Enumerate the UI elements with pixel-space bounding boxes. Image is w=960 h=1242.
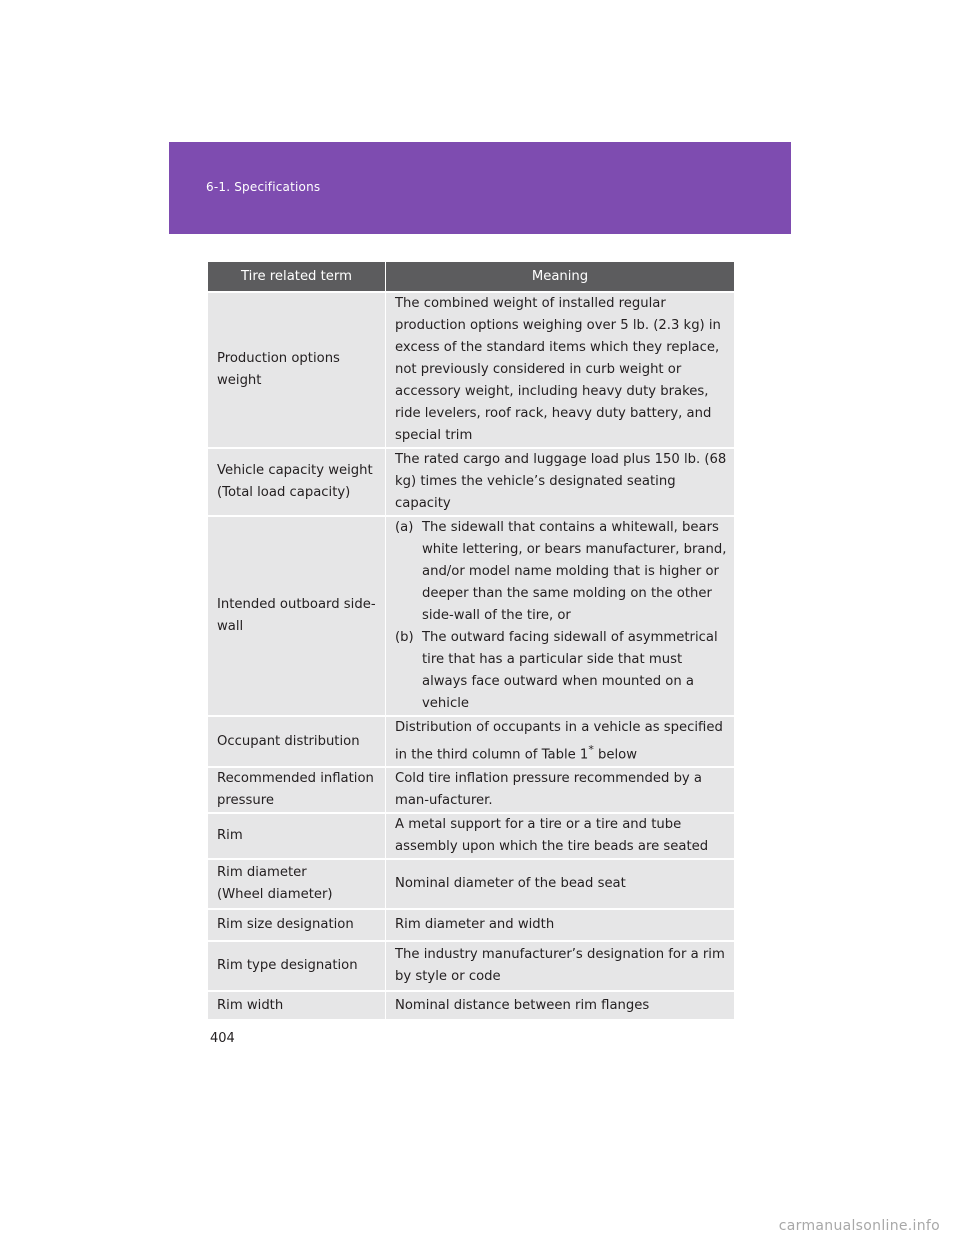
meaning-cell: Nominal distance between rim flanges bbox=[386, 991, 735, 1019]
tire-terms-table bbox=[208, 262, 734, 1019]
table-row bbox=[208, 448, 734, 516]
term-cell: Production options weight bbox=[208, 292, 386, 448]
term-cell: Recommended inflation pressure bbox=[208, 767, 386, 813]
list-item-text: The sidewall that contains a whitewall, bears white lettering, or bears manufacturer, brand, and/or model name molding that is higher or deeper than the same molding on the other side-wall of the tire, or bbox=[422, 520, 727, 623]
table-row bbox=[208, 859, 734, 909]
column-header-term: Tire related term bbox=[208, 262, 386, 292]
term-cell: Intended outboard side-wall bbox=[208, 516, 386, 716]
term-cell: Vehicle capacity weight (Total load capacity) bbox=[208, 448, 386, 516]
meaning-cell: A metal support for a tire or a tire and tube assembly upon which the tire beads are seated bbox=[386, 813, 735, 859]
table-row bbox=[208, 991, 734, 1019]
meaning-cell bbox=[386, 716, 735, 767]
table-row bbox=[208, 767, 734, 813]
term-cell: Rim bbox=[208, 813, 386, 859]
meaning-list bbox=[395, 517, 728, 715]
table-row bbox=[208, 941, 734, 991]
section-title: 6-1. Specifications bbox=[206, 180, 321, 194]
term-cell: Rim size designation bbox=[208, 909, 386, 941]
term-cell: Occupant distribution bbox=[208, 716, 386, 767]
term-line: Rim diameter bbox=[217, 865, 307, 881]
list-item bbox=[395, 627, 728, 715]
list-item-text: The outward facing sidewall of asymmetrical tire that has a particular side that must always face outward when mounted on a vehicle bbox=[422, 630, 718, 711]
table-row bbox=[208, 716, 734, 767]
term-cell: Rim type designation bbox=[208, 941, 386, 991]
table-row bbox=[208, 292, 734, 448]
term-line: (Wheel diameter) bbox=[217, 887, 333, 903]
meaning-cell: The combined weight of installed regular production options weighing over 5 lb. (2.3 kg) in excess of the standard items which they replace, not previously considered in curb weight or accessory weight, including heavy duty brakes, ride levelers, roof rack, heavy duty battery, and special trim bbox=[386, 292, 735, 448]
meaning-text-end: below bbox=[593, 747, 638, 763]
meaning-cell: Rim diameter and width bbox=[386, 909, 735, 941]
list-marker: (b) bbox=[395, 630, 414, 645]
term-cell bbox=[208, 859, 386, 909]
table-row bbox=[208, 813, 734, 859]
footnote-marker: * bbox=[588, 743, 594, 756]
meaning-cell: Cold tire inflation pressure recommended by a man-ufacturer. bbox=[386, 767, 735, 813]
meaning-cell: The industry manufacturer’s designation for a rim by style or code bbox=[386, 941, 735, 991]
table-row bbox=[208, 516, 734, 716]
table-row bbox=[208, 909, 734, 941]
column-header-meaning: Meaning bbox=[386, 262, 735, 292]
term-cell: Rim width bbox=[208, 991, 386, 1019]
chapter-header-band bbox=[169, 142, 791, 234]
meaning-cell: Nominal diameter of the bead seat bbox=[386, 859, 735, 909]
list-marker: (a) bbox=[395, 520, 414, 535]
meaning-cell: The rated cargo and luggage load plus 150 lb. (68 kg) times the vehicle’s designated seating capacity bbox=[386, 448, 735, 516]
list-item bbox=[395, 517, 728, 627]
page-number: 404 bbox=[210, 1031, 235, 1046]
table-header-row bbox=[208, 262, 734, 292]
meaning-cell bbox=[386, 516, 735, 716]
meaning-text: Distribution of occupants in a vehicle as specified in the third column of Table 1 bbox=[395, 720, 723, 763]
watermark-link[interactable]: carmanualsonline.info bbox=[778, 1218, 940, 1234]
